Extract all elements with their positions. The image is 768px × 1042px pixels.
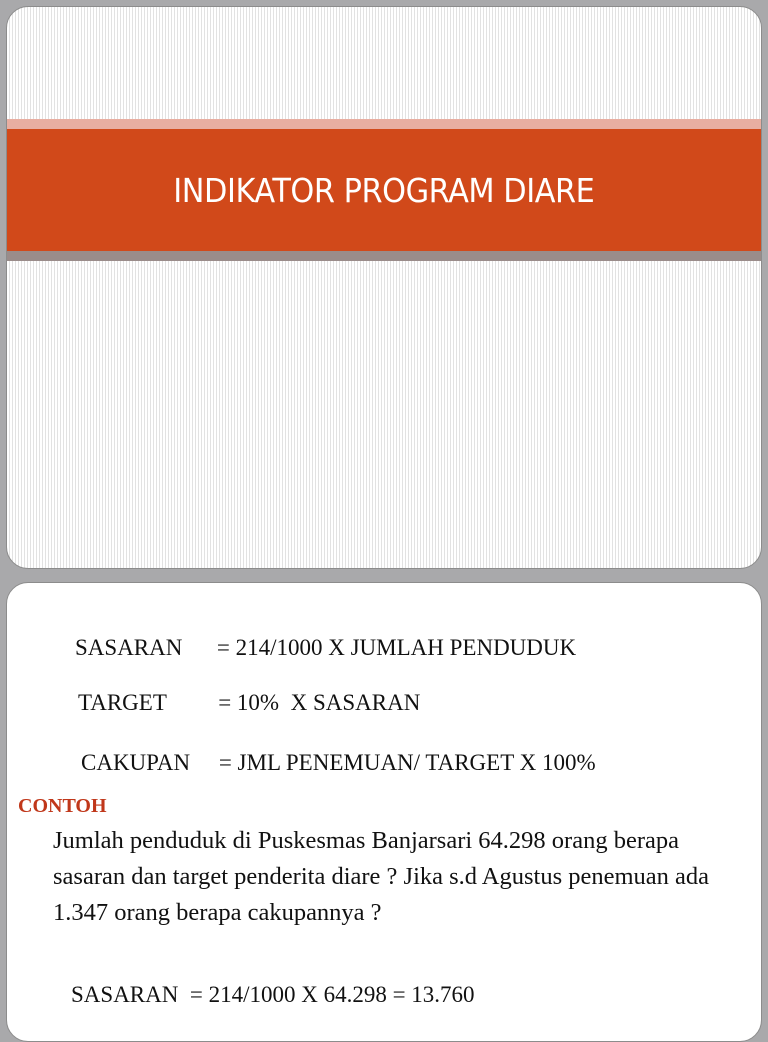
- formula-target: TARGET = 10% X SASARAN: [78, 690, 421, 715]
- example-question: Jumlah penduduk di Puskesmas Banjarsari 64.298 orang berapa sasaran dan target penderita diare ? Jika s.d Agustus penemuan ada 1.347 orang berapa cakupannya ?: [53, 827, 710, 926]
- title-band-bottom-stripe: [7, 251, 761, 261]
- title-band: [7, 129, 761, 251]
- example-label: CONTOH: [18, 795, 107, 817]
- title-band-top-stripe: [7, 119, 761, 129]
- slide-title: INDIKATOR PROGRAM DIARE: [173, 170, 595, 210]
- content-slide: [6, 582, 762, 1042]
- formula-cakupan: CAKUPAN = JML PENEMUAN/ TARGET X 100%: [81, 750, 596, 775]
- answer-sasaran: SASARAN = 214/1000 X 64.298 = 13.760: [71, 982, 475, 1007]
- title-slide: [6, 6, 762, 569]
- formula-sasaran: SASARAN = 214/1000 X JUMLAH PENDUDUK: [75, 635, 577, 660]
